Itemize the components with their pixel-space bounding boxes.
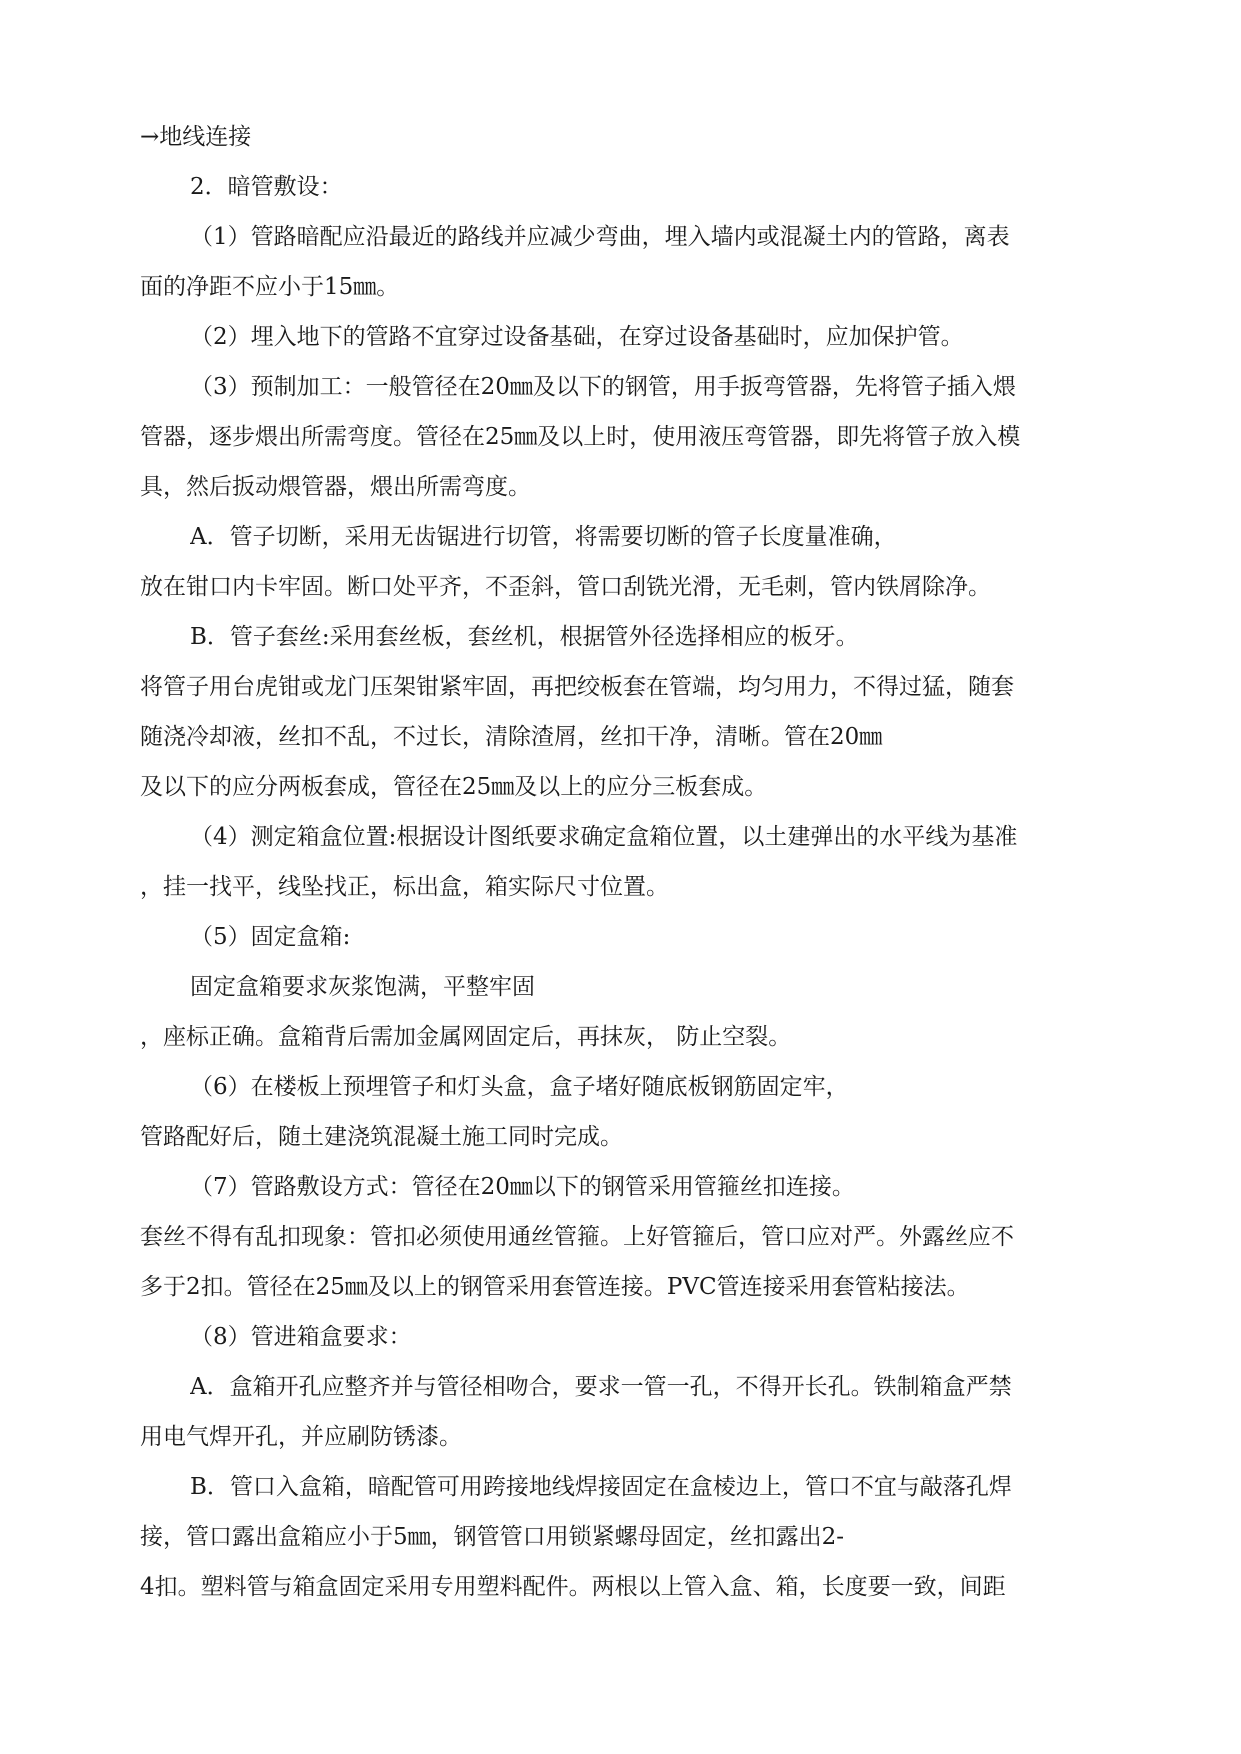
text-line: 固定盒箱要求灰浆饱满，平整牢固 bbox=[190, 974, 535, 1000]
text-line: （3）预制加工：一般管径在20㎜及以下的钢管，用手扳弯管器，先将管子插入煨 bbox=[190, 374, 1016, 400]
text-line: 随浇冷却液，丝扣不乱，不过长，清除渣屑，丝扣干净，清晰。管在20㎜ bbox=[140, 724, 883, 750]
text-line: ，挂一找平，线坠找正，标出盒，箱实际尺寸位置。 bbox=[140, 874, 669, 900]
text-line: 将管子用台虎钳或龙门压架钳紧牢固，再把绞板套在管端，均匀用力，不得过猛，随套 bbox=[140, 674, 1014, 700]
text-line: 套丝不得有乱扣现象：管扣必须使用通丝管箍。上好管箍后，管口应对严。外露丝应不 bbox=[140, 1224, 1014, 1250]
text-line: 用电气焊开孔，并应刷防锈漆。 bbox=[140, 1424, 462, 1450]
text-line: 面的净距不应小于15㎜。 bbox=[140, 274, 400, 300]
text-line: 接，管口露出盒箱应小于5㎜，钢管管口用锁紧螺母固定，丝扣露出2- bbox=[140, 1524, 845, 1550]
text-line: 4扣。塑料管与箱盒固定采用专用塑料配件。两根以上管入盒、箱，长度要一致，间距 bbox=[140, 1574, 1006, 1600]
text-line: （4）测定箱盒位置:根据设计图纸要求确定盒箱位置，以土建弹出的水平线为基准 bbox=[190, 824, 1018, 850]
text-line: 具，然后扳动煨管器，煨出所需弯度。 bbox=[140, 474, 531, 500]
text-line: （8）管进箱盒要求： bbox=[190, 1324, 412, 1350]
text-line: B．管子套丝:采用套丝板，套丝机，根据管外径选择相应的板牙。 bbox=[190, 624, 859, 650]
text-line: 及以下的应分两板套成，管径在25㎜及以上的应分三板套成。 bbox=[140, 774, 768, 800]
text-line: （5）固定盒箱: bbox=[190, 924, 351, 950]
section-heading: 2．暗管敷设： bbox=[190, 174, 343, 200]
text-line: A．管子切断，采用无齿锯进行切管，将需要切断的管子长度量准确， bbox=[190, 524, 897, 550]
text-line: （2）埋入地下的管路不宜穿过设备基础，在穿过设备基础时，应加保护管。 bbox=[190, 324, 964, 350]
text-line: （6）在楼板上预埋管子和灯头盒，盒子堵好随底板钢筋固定牢， bbox=[190, 1074, 849, 1100]
text-line: （7）管路敷设方式：管径在20㎜以下的钢管采用管箍丝扣连接。 bbox=[190, 1174, 855, 1200]
text-line: 管路配好后，随土建浇筑混凝土施工同时完成。 bbox=[140, 1124, 623, 1150]
text-line: A．盒箱开孔应整齐并与管径相吻合，要求一管一孔，不得开长孔。铁制箱盒严禁 bbox=[190, 1374, 1012, 1400]
text-line: →地线连接 bbox=[140, 124, 252, 150]
text-line: 放在钳口内卡牢固。断口处平齐，不歪斜，管口刮铣光滑，无毛刺，管内铁屑除净。 bbox=[140, 574, 991, 600]
text-line: （1）管路暗配应沿最近的路线并应减少弯曲，埋入墙内或混凝土内的管路，离表 bbox=[190, 224, 1010, 250]
text-line: ，座标正确。盒箱背后需加金属网固定后，再抹灰， 防止空裂。 bbox=[140, 1024, 792, 1050]
text-line: 多于2扣。管径在25㎜及以上的钢管采用套管连接。PVC管连接采用套管粘接法。 bbox=[140, 1274, 970, 1300]
text-line: B．管口入盒箱，暗配管可用跨接地线焊接固定在盒棱边上，管口不宜与敲落孔焊 bbox=[190, 1474, 1012, 1500]
text-line: 管器，逐步煨出所需弯度。管径在25㎜及以上时，使用液压弯管器，即先将管子放入模 bbox=[140, 424, 1021, 450]
